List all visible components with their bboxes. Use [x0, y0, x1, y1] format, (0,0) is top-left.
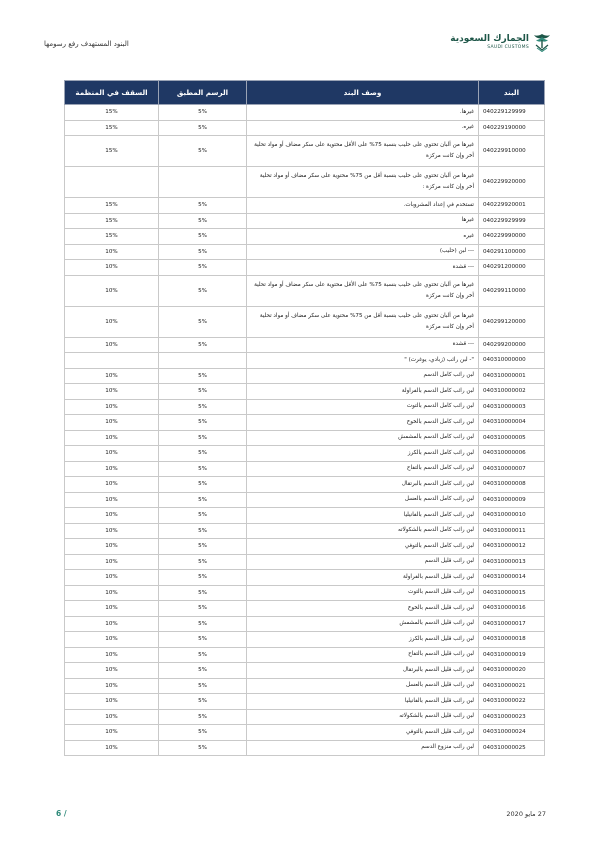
cell-bound-ceiling: 10% — [65, 508, 159, 524]
table-row — [65, 508, 545, 524]
cell-description: لبن رائب كامل الدسم — [247, 368, 479, 384]
table-row — [65, 275, 545, 306]
cell-code: 040299120000 — [479, 306, 545, 337]
table-row — [65, 601, 545, 617]
cell-description: لبن رائب قليل الدسم بالفانيليا — [247, 694, 479, 710]
table-row — [65, 244, 545, 260]
footer-date: 27 مايو 2020 — [506, 810, 546, 818]
cell-code: 040310000006 — [479, 446, 545, 462]
cell-bound-ceiling: 10% — [65, 446, 159, 462]
cell-code: 040229990000 — [479, 229, 545, 245]
page-number: 6 / — [56, 809, 67, 818]
page-header — [44, 28, 551, 60]
cell-bound-ceiling: 10% — [65, 275, 159, 306]
cell-description: غيرها من ألبان تحتوي على حليب بنسبة 75% على الأقل محتوية على سكر مضاف أو مواد تحلية أخر وإن كانت مركزة — [247, 136, 479, 167]
cell-code: 040310000013 — [479, 554, 545, 570]
cell-code: 040310000007 — [479, 461, 545, 477]
cell-description: لبن رائب كامل الدسم بالمشمش — [247, 430, 479, 446]
cell-bound-ceiling: 10% — [65, 616, 159, 632]
cell-code: 040310000017 — [479, 616, 545, 632]
cell-description: لبن رائب كامل الدسم بالعسل — [247, 492, 479, 508]
cell-applied-rate: 5% — [159, 136, 247, 167]
cell-description: لبن رائب كامل الدسم بالبرتقال — [247, 477, 479, 493]
cell-bound-ceiling: 10% — [65, 709, 159, 725]
table-row — [65, 709, 545, 725]
cell-applied-rate: 5% — [159, 523, 247, 539]
cell-bound-ceiling: 15% — [65, 136, 159, 167]
cell-description: لبن رائب قليل الدسم — [247, 554, 479, 570]
table-row — [65, 539, 545, 555]
cell-applied-rate: 5% — [159, 709, 247, 725]
cell-code: 040310000008 — [479, 477, 545, 493]
cell-description: غيرها من ألبان تحتوي على حليب بنسبة أقل من 75% محتوية على سكر مضاف أو مواد تحلية أخر وإن كانت مركزة — [247, 306, 479, 337]
cell-code: 040291100000 — [479, 244, 545, 260]
cell-description: لبن رائب كامل الدسم بالتوت — [247, 399, 479, 415]
cell-applied-rate: 5% — [159, 120, 247, 136]
cell-description: لبن رائب كامل الدسم بالفراولة — [247, 384, 479, 400]
logo-english-text: SAUDI CUSTOMS — [487, 44, 529, 50]
cell-description: لبن رائب قليل الدسم بالتوت — [247, 585, 479, 601]
cell-description: لبن رائب قليل الدسم بالكرز — [247, 632, 479, 648]
table-row — [65, 740, 545, 756]
cell-applied-rate: 5% — [159, 694, 247, 710]
cell-code: 040310000005 — [479, 430, 545, 446]
cell-applied-rate: 5% — [159, 306, 247, 337]
table-row — [65, 120, 545, 136]
cell-bound-ceiling: 10% — [65, 678, 159, 694]
cell-code: 040229910000 — [479, 136, 545, 167]
table-body — [65, 105, 545, 756]
table-row — [65, 725, 545, 741]
cell-bound-ceiling: 10% — [65, 647, 159, 663]
table-row — [65, 415, 545, 431]
cell-code: 040310000000 — [479, 353, 545, 369]
cell-code: 040299110000 — [479, 275, 545, 306]
cell-bound-ceiling: 10% — [65, 740, 159, 756]
cell-description: لبن رائب كامل الدسم بالتوفي — [247, 539, 479, 555]
cell-bound-ceiling: 10% — [65, 663, 159, 679]
cell-code: 040310000003 — [479, 399, 545, 415]
cell-description: تستخدم في إعداد المشروبات. — [247, 198, 479, 214]
table-row — [65, 136, 545, 167]
tariff-table-container — [64, 80, 544, 756]
cell-description: لبن رائب قليل الدسم بالتفاح — [247, 647, 479, 663]
table-row — [65, 461, 545, 477]
table-row — [65, 353, 545, 369]
table-row — [65, 523, 545, 539]
cell-applied-rate: 5% — [159, 539, 247, 555]
cell-applied-rate: 5% — [159, 601, 247, 617]
cell-code: 040229920001 — [479, 198, 545, 214]
cell-bound-ceiling: 15% — [65, 198, 159, 214]
column-header-code: البند — [479, 81, 545, 105]
cell-bound-ceiling: 10% — [65, 554, 159, 570]
column-header-bound-ceiling: السقف في المنظمة — [65, 81, 159, 105]
cell-code: 040291200000 — [479, 260, 545, 276]
cell-code: 040229929999 — [479, 213, 545, 229]
cell-bound-ceiling: 10% — [65, 384, 159, 400]
cell-bound-ceiling: 15% — [65, 229, 159, 245]
cell-bound-ceiling: 10% — [65, 368, 159, 384]
cell-bound-ceiling: 10% — [65, 601, 159, 617]
table-row — [65, 678, 545, 694]
cell-bound-ceiling: 10% — [65, 461, 159, 477]
table-row — [65, 384, 545, 400]
cell-code: 040310000024 — [479, 725, 545, 741]
cell-description: لبن رائب قليل الدسم بالعسل — [247, 678, 479, 694]
cell-code: 040229190000 — [479, 120, 545, 136]
cell-bound-ceiling: 10% — [65, 725, 159, 741]
cell-code: 040310000018 — [479, 632, 545, 648]
table-row — [65, 694, 545, 710]
cell-applied-rate: 5% — [159, 616, 247, 632]
cell-code: 040310000010 — [479, 508, 545, 524]
cell-description: "- لبن رائب (زبادي، يوغرت) " — [247, 353, 479, 369]
cell-bound-ceiling: 15% — [65, 105, 159, 121]
cell-applied-rate: 5% — [159, 415, 247, 431]
logo-text — [450, 34, 529, 51]
cell-description: غيرها — [247, 213, 479, 229]
table-row — [65, 616, 545, 632]
cell-description: لبن رائب قليل الدسم بالخوخ — [247, 601, 479, 617]
table-row — [65, 647, 545, 663]
cell-code: 040310000019 — [479, 647, 545, 663]
cell-description: غيرها من ألبان تحتوي على حليب بنسبة أقل من 75% محتوية على سكر مضاف أو مواد تحلية أخر وإن كانت مركزة : — [247, 167, 479, 198]
table-row — [65, 430, 545, 446]
cell-applied-rate — [159, 167, 247, 198]
table-header-row — [65, 81, 545, 105]
palm-emblem-icon — [533, 32, 551, 52]
cell-code: 040229920000 — [479, 167, 545, 198]
cell-applied-rate: 5% — [159, 632, 247, 648]
cell-applied-rate: 5% — [159, 275, 247, 306]
table-row — [65, 399, 545, 415]
cell-bound-ceiling: 10% — [65, 306, 159, 337]
table-row — [65, 337, 545, 353]
cell-code: 040310000023 — [479, 709, 545, 725]
cell-applied-rate: 5% — [159, 399, 247, 415]
cell-applied-rate: 5% — [159, 477, 247, 493]
cell-bound-ceiling: 10% — [65, 523, 159, 539]
cell-description: لبن رائب منزوع الدسم — [247, 740, 479, 756]
cell-code: 040229129999 — [479, 105, 545, 121]
cell-applied-rate: 5% — [159, 725, 247, 741]
table-row — [65, 105, 545, 121]
cell-code: 040310000014 — [479, 570, 545, 586]
cell-bound-ceiling: 10% — [65, 585, 159, 601]
cell-applied-rate: 5% — [159, 244, 247, 260]
cell-applied-rate: 5% — [159, 740, 247, 756]
cell-code: 040310000025 — [479, 740, 545, 756]
cell-applied-rate: 5% — [159, 446, 247, 462]
cell-applied-rate: 5% — [159, 229, 247, 245]
cell-description: لبن رائب كامل الدسم بالفانيليا — [247, 508, 479, 524]
cell-description: لبن رائب قليل الدسم بالبرتقال — [247, 663, 479, 679]
cell-bound-ceiling: 10% — [65, 539, 159, 555]
cell-description: --- قشدة — [247, 337, 479, 353]
cell-applied-rate: 5% — [159, 461, 247, 477]
cell-description: غيرها من ألبان تحتوي على حليب بنسبة 75% على الأقل محتوية على سكر مضاف أو مواد تحلية أخر وإن كانت مركزة — [247, 275, 479, 306]
cell-description: لبن رائب قليل الدسم بالشكولاته — [247, 709, 479, 725]
cell-bound-ceiling: 10% — [65, 337, 159, 353]
cell-description: لبن رائب قليل الدسم بالمشمش — [247, 616, 479, 632]
cell-description: لبن رائب كامل الدسم بالتفاح — [247, 461, 479, 477]
table-row — [65, 260, 545, 276]
page-footer — [56, 808, 546, 822]
cell-bound-ceiling: 15% — [65, 120, 159, 136]
cell-bound-ceiling: 10% — [65, 260, 159, 276]
cell-code: 040299200000 — [479, 337, 545, 353]
column-header-description: وصف البند — [247, 81, 479, 105]
cell-code: 040310000002 — [479, 384, 545, 400]
cell-applied-rate: 5% — [159, 260, 247, 276]
saudi-customs-logo — [450, 32, 551, 52]
cell-bound-ceiling: 10% — [65, 244, 159, 260]
cell-bound-ceiling: 10% — [65, 430, 159, 446]
column-header-applied-rate: الرسم المطبق — [159, 81, 247, 105]
cell-applied-rate: 5% — [159, 570, 247, 586]
tariff-table — [64, 80, 545, 756]
cell-code: 040310000001 — [479, 368, 545, 384]
cell-bound-ceiling: 10% — [65, 570, 159, 586]
cell-description: غيره — [247, 229, 479, 245]
document-title: البنود المستهدف رفع رسومها — [44, 40, 129, 48]
cell-code: 040310000016 — [479, 601, 545, 617]
cell-bound-ceiling: 10% — [65, 415, 159, 431]
table-row — [65, 198, 545, 214]
table-row — [65, 632, 545, 648]
cell-applied-rate: 5% — [159, 554, 247, 570]
table-row — [65, 585, 545, 601]
cell-bound-ceiling: 10% — [65, 477, 159, 493]
cell-code: 040310000012 — [479, 539, 545, 555]
cell-applied-rate — [159, 353, 247, 369]
cell-description: لبن رائب كامل الدسم بالكرز — [247, 446, 479, 462]
cell-description: لبن رائب قليل الدسم بالتوفي — [247, 725, 479, 741]
table-row — [65, 554, 545, 570]
cell-description: غيره. — [247, 120, 479, 136]
cell-applied-rate: 5% — [159, 508, 247, 524]
cell-applied-rate: 5% — [159, 105, 247, 121]
cell-bound-ceiling — [65, 167, 159, 198]
cell-applied-rate: 5% — [159, 647, 247, 663]
cell-bound-ceiling: 10% — [65, 632, 159, 648]
table-row — [65, 446, 545, 462]
cell-code: 040310000020 — [479, 663, 545, 679]
table-row — [65, 663, 545, 679]
table-row — [65, 306, 545, 337]
table-row — [65, 477, 545, 493]
cell-applied-rate: 5% — [159, 384, 247, 400]
cell-description: --- قشدة — [247, 260, 479, 276]
cell-code: 040310000011 — [479, 523, 545, 539]
cell-code: 040310000022 — [479, 694, 545, 710]
cell-applied-rate: 5% — [159, 430, 247, 446]
cell-bound-ceiling: 10% — [65, 399, 159, 415]
cell-description: لبن رائب قليل الدسم بالفراولة — [247, 570, 479, 586]
cell-description: غيرها. — [247, 105, 479, 121]
cell-bound-ceiling: 15% — [65, 213, 159, 229]
table-row — [65, 167, 545, 198]
table-row — [65, 229, 545, 245]
cell-applied-rate: 5% — [159, 663, 247, 679]
cell-bound-ceiling — [65, 353, 159, 369]
cell-applied-rate: 5% — [159, 368, 247, 384]
cell-bound-ceiling: 10% — [65, 492, 159, 508]
cell-applied-rate: 5% — [159, 492, 247, 508]
cell-applied-rate: 5% — [159, 198, 247, 214]
cell-code: 040310000009 — [479, 492, 545, 508]
cell-bound-ceiling: 10% — [65, 694, 159, 710]
table-row — [65, 492, 545, 508]
table-row — [65, 570, 545, 586]
cell-description: لبن رائب كامل الدسم بالخوخ — [247, 415, 479, 431]
cell-applied-rate: 5% — [159, 678, 247, 694]
cell-description: لبن رائب كامل الدسم بالشكولاته — [247, 523, 479, 539]
cell-code: 040310000004 — [479, 415, 545, 431]
cell-applied-rate: 5% — [159, 585, 247, 601]
logo-arabic-text: الجمارك السعودية — [450, 33, 529, 44]
cell-code: 040310000015 — [479, 585, 545, 601]
table-row — [65, 213, 545, 229]
table-row — [65, 368, 545, 384]
cell-code: 040310000021 — [479, 678, 545, 694]
cell-applied-rate: 5% — [159, 213, 247, 229]
cell-description: --- لبن (حليب) — [247, 244, 479, 260]
cell-applied-rate: 5% — [159, 337, 247, 353]
